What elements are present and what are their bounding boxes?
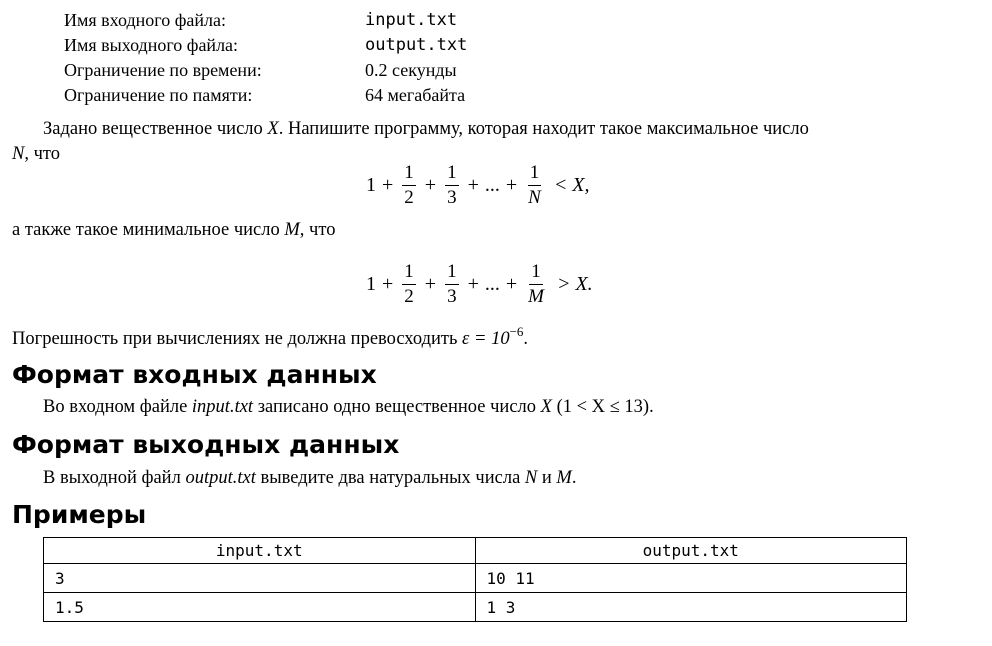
statement-line	[12, 218, 972, 243]
examples-heading: Примеры	[12, 500, 147, 529]
fraction	[445, 162, 459, 209]
fraction-denominator: 2	[404, 286, 414, 307]
section-text: .	[571, 468, 577, 488]
fraction	[402, 261, 416, 308]
meta-label: Имя входного файла:	[64, 10, 226, 30]
input-file-name: input.txt	[191, 397, 254, 417]
statement-text: , что	[299, 220, 336, 240]
meta-label: Ограничение по памяти:	[64, 85, 253, 105]
meta-row-input-file	[64, 8, 467, 33]
variable-x: X	[540, 397, 552, 417]
output-file-name: output.txt	[185, 468, 256, 488]
formula-ellipsis: ...	[484, 273, 500, 295]
fraction	[445, 261, 459, 308]
formula-term: 1	[366, 273, 376, 295]
formula-comparison: < X,	[553, 174, 590, 196]
column-header-output: output.txt	[475, 538, 907, 564]
input-format-heading: Формат входных данных	[12, 360, 377, 389]
formula-operator: +	[424, 174, 437, 196]
variable-n: N	[524, 468, 538, 488]
statement-text: Погрешность при вычислениях не должна превосходить	[12, 329, 463, 349]
problem-limits	[64, 8, 467, 108]
formula-operator: +	[505, 174, 518, 196]
statement-paragraph	[12, 117, 972, 142]
input-range: (1 < X ≤ 13).	[551, 397, 654, 417]
formula-operator: +	[382, 273, 394, 295]
meta-label: Ограничение по времени:	[64, 60, 262, 80]
formula-operator: +	[467, 273, 479, 295]
statement-text: . Напишите программу, которая находит такое максимальное число	[278, 119, 809, 139]
formula-operator: +	[467, 174, 479, 196]
output-format-text	[12, 466, 972, 491]
section-text: В выходной файл	[43, 468, 186, 488]
fraction-numerator: 1	[529, 261, 543, 285]
epsilon-expression: ε = 10	[462, 329, 510, 349]
formula-ellipsis: ...	[484, 174, 500, 196]
example-output-cell: 10 11	[475, 564, 907, 593]
section-text: записано одно вещественное число	[253, 397, 541, 417]
meta-row-output-file	[64, 33, 467, 58]
example-output-cell: 1 3	[475, 593, 907, 622]
statement-text: .	[523, 329, 529, 349]
examples-table	[43, 537, 907, 622]
variable-x: X	[267, 119, 279, 139]
fraction	[526, 162, 543, 209]
fraction-denominator: N	[528, 187, 541, 208]
section-text: и	[537, 468, 557, 488]
fraction-numerator: 1	[402, 162, 416, 186]
meta-value: input.txt	[365, 10, 458, 30]
fraction-numerator: 1	[402, 261, 416, 285]
fraction-numerator: 1	[445, 261, 459, 285]
variable-n: N	[12, 144, 25, 164]
fraction-denominator: 3	[447, 286, 457, 307]
table-row	[44, 564, 907, 593]
variable-m: M	[556, 468, 572, 488]
formula-operator: +	[424, 273, 437, 295]
variable-m: M	[284, 220, 300, 240]
statement-text: , что	[24, 144, 60, 164]
example-input-cell: 1.5	[44, 593, 476, 622]
fraction-denominator: 2	[404, 187, 414, 208]
output-format-heading: Формат выходных данных	[12, 430, 400, 459]
meta-row-memory-limit	[64, 83, 467, 108]
meta-value: 0.2 секунды	[365, 60, 457, 80]
formula-lower-bound	[366, 261, 593, 308]
input-format-text	[12, 395, 972, 420]
fraction-numerator: 1	[445, 162, 459, 186]
formula-operator: +	[382, 174, 394, 196]
column-header-input: input.txt	[44, 538, 476, 564]
formula-operator: +	[505, 273, 518, 295]
meta-value: 64 мегабайта	[365, 85, 466, 105]
meta-row-time-limit	[64, 58, 467, 83]
section-text: Во входном файле	[43, 397, 192, 417]
table-header-row	[44, 538, 907, 564]
fraction-denominator: M	[528, 286, 544, 307]
fraction-numerator: 1	[528, 162, 542, 186]
fraction	[402, 162, 416, 209]
fraction	[526, 261, 546, 308]
table-row	[44, 593, 907, 622]
section-text: выведите два натуральных числа	[255, 468, 525, 488]
meta-value: output.txt	[365, 35, 468, 55]
formula-comparison: > X.	[556, 273, 593, 295]
formula-term: 1	[366, 174, 376, 196]
precision-line	[12, 324, 972, 352]
meta-label: Имя выходного файла:	[64, 35, 239, 55]
statement-text: Задано вещественное число	[43, 119, 268, 139]
fraction-denominator: 3	[447, 187, 457, 208]
statement-text: а также такое минимальное число	[12, 220, 285, 240]
formula-upper-bound	[366, 162, 590, 209]
epsilon-exponent: −6	[509, 324, 524, 339]
example-input-cell: 3	[44, 564, 476, 593]
